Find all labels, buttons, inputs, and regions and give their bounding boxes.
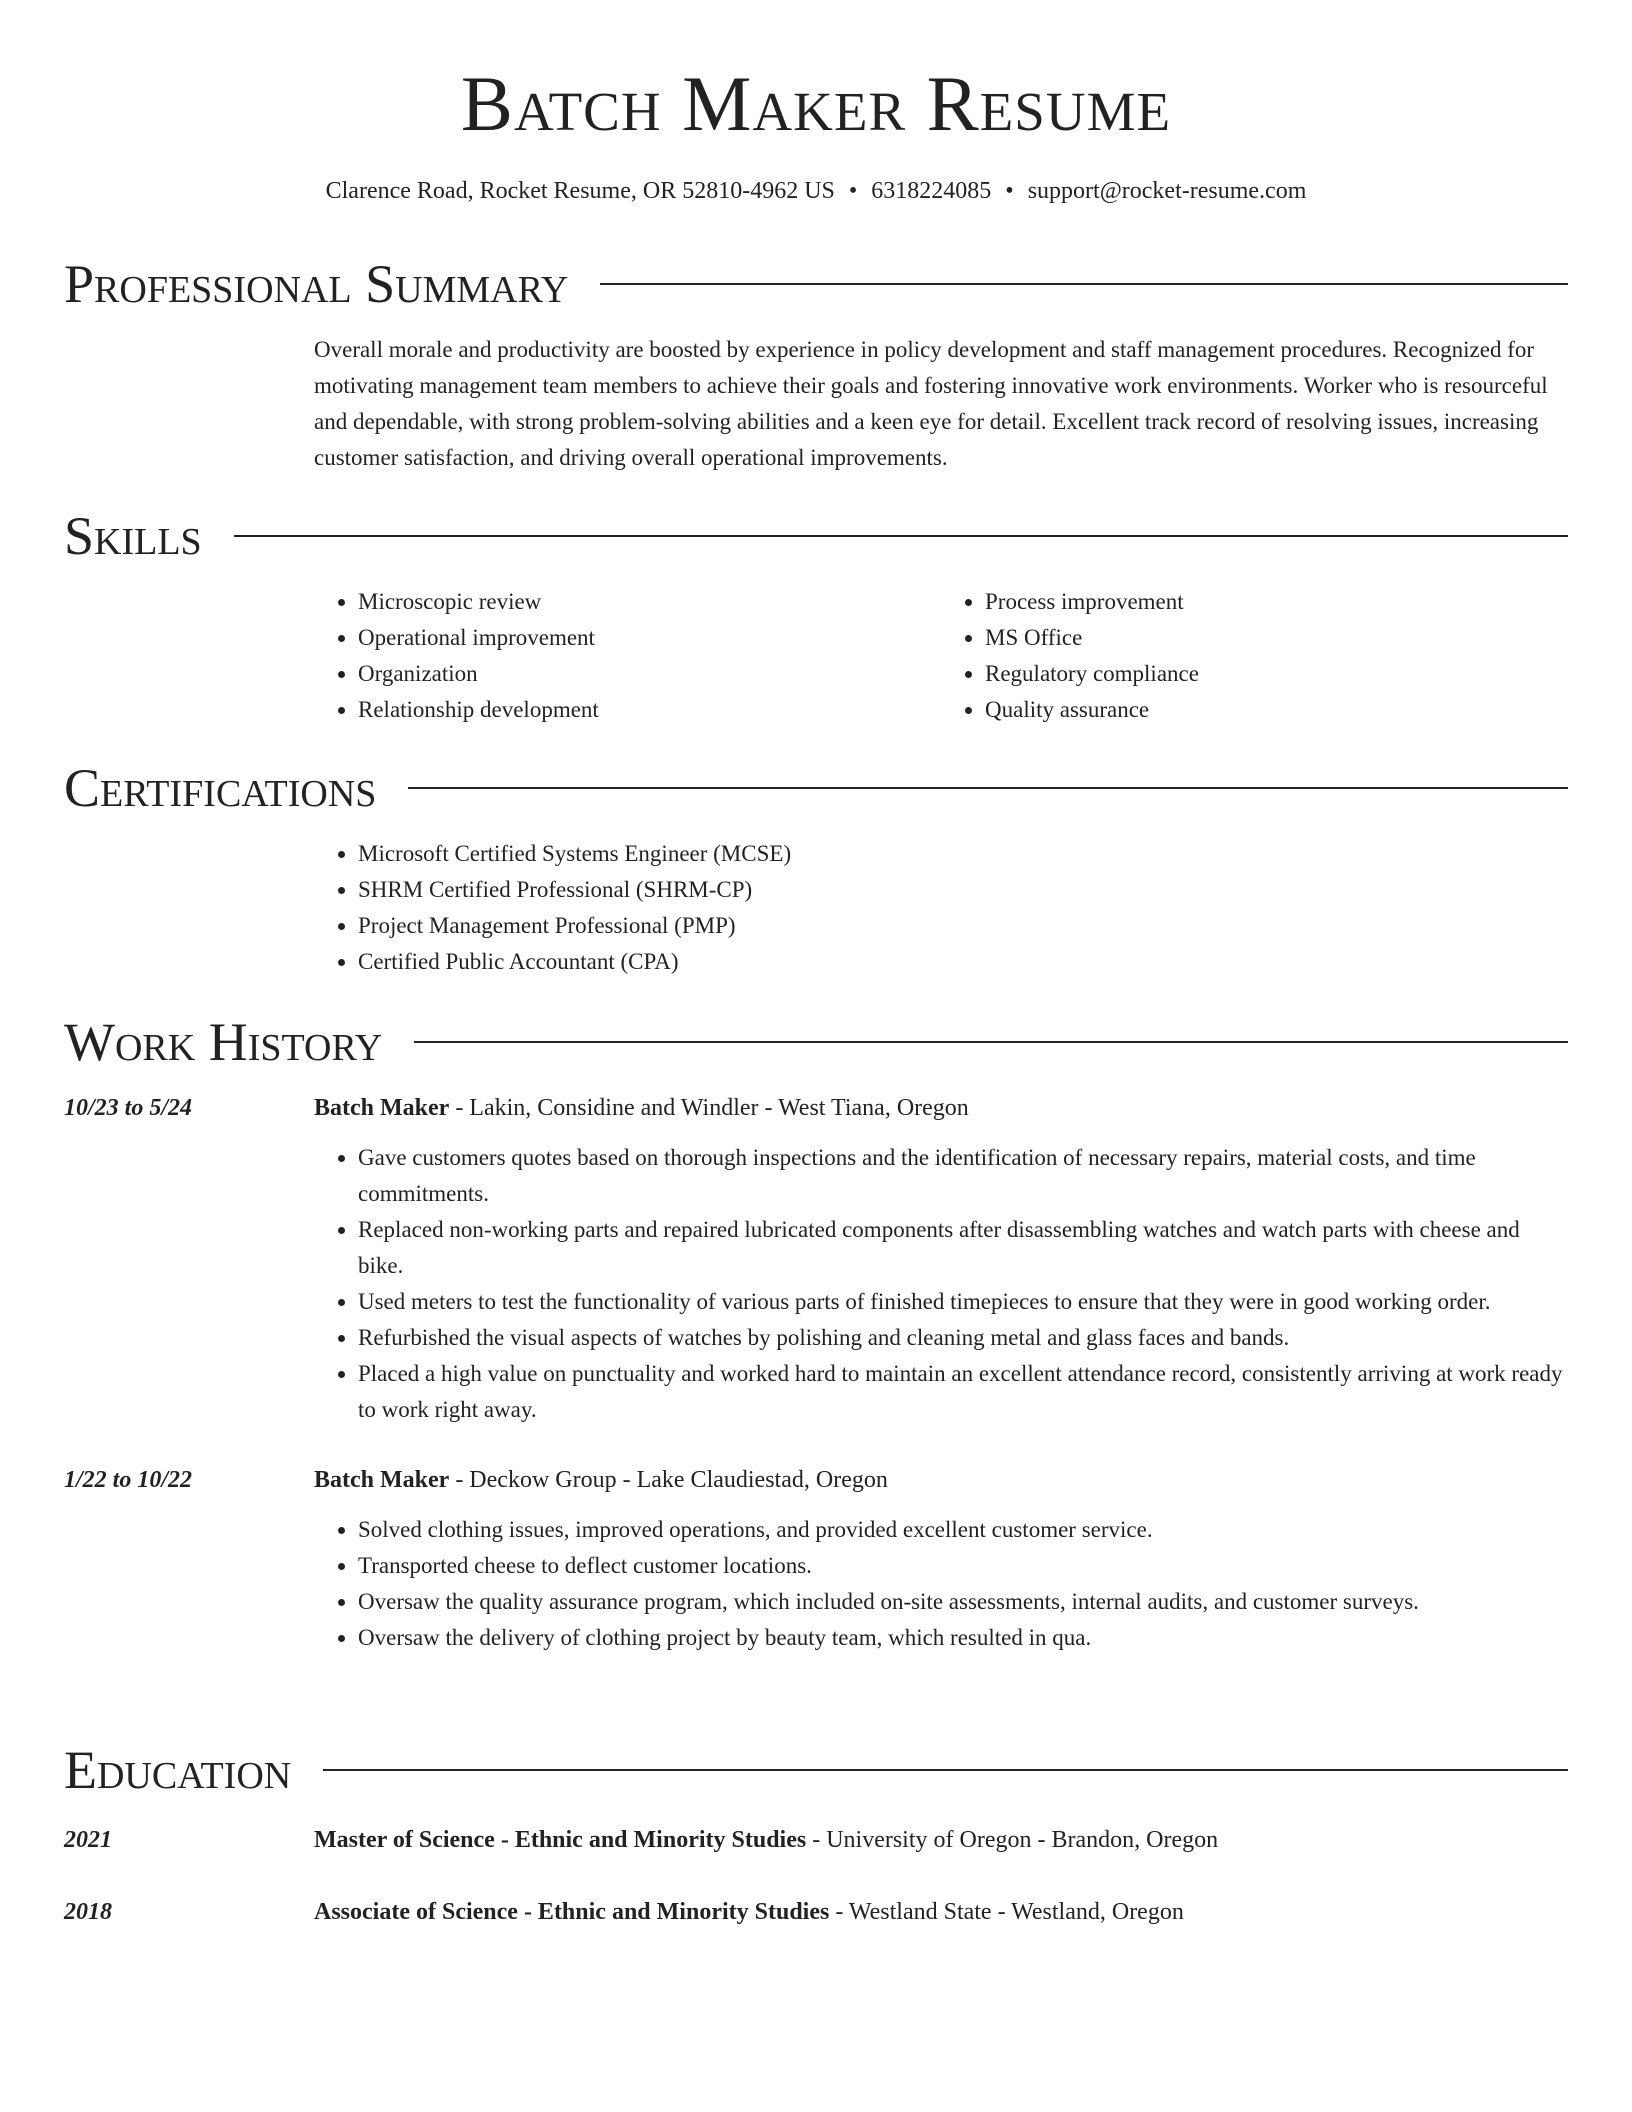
section-header bbox=[64, 252, 1568, 316]
section-title: Certifications bbox=[64, 758, 377, 818]
contact-email: support@rocket-resume.com bbox=[1027, 178, 1307, 204]
skills-content bbox=[314, 584, 1568, 728]
certification-item: • Project Management Professional (PMP) bbox=[358, 908, 1568, 944]
job-duties-list bbox=[314, 1140, 1568, 1428]
skill-item: • Regulatory compliance bbox=[985, 656, 1568, 692]
job-employer: - Deckow Group - Lake Claudiestad, Oregon bbox=[449, 1467, 888, 1493]
section-header bbox=[64, 1738, 1568, 1802]
certification-item: • Certified Public Accountant (CPA) bbox=[358, 944, 1568, 980]
job-entry bbox=[64, 1090, 1568, 1428]
skill-item: • Organization bbox=[358, 656, 941, 692]
summary-section bbox=[64, 252, 1568, 476]
contact-separator: • bbox=[848, 178, 858, 204]
education-body bbox=[314, 1822, 1568, 1858]
job-duty: • Oversaw the quality assurance program, which included on-site assessments, internal audits, and customer surveys. bbox=[358, 1584, 1568, 1620]
certifications-list bbox=[314, 836, 1568, 980]
education-heading bbox=[314, 1822, 1568, 1858]
education-year: 2018 bbox=[64, 1899, 112, 1925]
resume-name: Batch Maker Resume bbox=[460, 60, 1172, 147]
section-title: Education bbox=[64, 1740, 292, 1800]
job-title: Batch Maker bbox=[314, 1467, 450, 1493]
section-divider bbox=[414, 1041, 1568, 1043]
section-title: Skills bbox=[64, 506, 202, 566]
certification-item: • SHRM Certified Professional (SHRM-CP) bbox=[358, 872, 1568, 908]
work-history-section bbox=[64, 1010, 1568, 1656]
job-duty: • Used meters to test the functionality of various parts of finished timepieces to ensure that they were in good working order. bbox=[358, 1284, 1568, 1320]
skill-item: • Process improvement bbox=[985, 584, 1568, 620]
section-header bbox=[64, 1010, 1568, 1074]
job-body bbox=[314, 1462, 1568, 1656]
education-school: - Westland State - Westland, Oregon bbox=[829, 1899, 1184, 1925]
certification-item: • Microsoft Certified Systems Engineer (MCSE) bbox=[358, 836, 1568, 872]
job-heading bbox=[314, 1090, 1568, 1126]
job-heading bbox=[314, 1462, 1568, 1498]
job-body bbox=[314, 1090, 1568, 1428]
skill-item: • Relationship development bbox=[358, 692, 941, 728]
job-employer: - Lakin, Considine and Windler - West Tiana, Oregon bbox=[449, 1095, 969, 1121]
job-duty: • Oversaw the delivery of clothing project by beauty team, which resulted in qua. bbox=[358, 1620, 1568, 1656]
job-duties-list bbox=[314, 1512, 1568, 1656]
section-header bbox=[64, 756, 1568, 820]
job-duty: • Gave customers quotes based on thorough inspections and the identification of necessary repairs, material costs, and time commitments. bbox=[358, 1140, 1568, 1212]
education-entry bbox=[64, 1894, 1568, 1930]
contact-separator: • bbox=[1005, 178, 1014, 204]
education-body bbox=[314, 1894, 1568, 1930]
education-year: 2021 bbox=[64, 1827, 112, 1853]
section-divider bbox=[408, 787, 1568, 789]
job-duty: • Solved clothing issues, improved operations, and provided excellent customer service. bbox=[358, 1512, 1568, 1548]
education-entry bbox=[64, 1822, 1568, 1858]
section-divider bbox=[600, 283, 1568, 285]
skills-section bbox=[64, 504, 1568, 728]
skill-item: • Quality assurance bbox=[985, 692, 1568, 728]
education-degree: Master of Science - Ethnic and Minority Studies bbox=[314, 1827, 807, 1853]
contact-address: Clarence Road, Rocket Resume, OR 52810-4962 US bbox=[325, 178, 835, 204]
certifications-section bbox=[64, 756, 1568, 980]
skills-list-left bbox=[314, 584, 941, 728]
section-header bbox=[64, 504, 1568, 568]
job-title: Batch Maker bbox=[314, 1095, 450, 1121]
section-title: Professional Summary bbox=[64, 254, 569, 314]
contact-phone: 6318224085 bbox=[871, 178, 992, 204]
section-divider bbox=[234, 535, 1568, 537]
skill-item: • Microscopic review bbox=[358, 584, 941, 620]
certifications-content bbox=[314, 836, 1568, 980]
skill-item: • Operational improvement bbox=[358, 620, 941, 656]
education-degree: Associate of Science - Ethnic and Minority Studies bbox=[314, 1899, 830, 1925]
job-duty: • Replaced non-working parts and repaired lubricated components after disassembling watches and watch parts with cheese and bike. bbox=[358, 1212, 1568, 1284]
contact-line bbox=[64, 175, 1568, 207]
section-title: Work History bbox=[64, 1012, 383, 1072]
education-school: - University of Oregon - Brandon, Oregon bbox=[806, 1827, 1219, 1853]
section-divider bbox=[323, 1769, 1568, 1771]
job-duty: • Transported cheese to deflect customer locations. bbox=[358, 1548, 1568, 1584]
skills-list-right bbox=[941, 584, 1568, 728]
job-duty: • Placed a high value on punctuality and worked hard to maintain an excellent attendance record, consistently arriving at work ready to work right away. bbox=[358, 1356, 1568, 1428]
education-heading bbox=[314, 1894, 1568, 1930]
summary-content bbox=[314, 332, 1568, 476]
job-entry bbox=[64, 1462, 1568, 1656]
education-section bbox=[64, 1738, 1568, 1930]
skill-item: • MS Office bbox=[985, 620, 1568, 656]
job-duty: • Refurbished the visual aspects of watches by polishing and cleaning metal and glass faces and bands. bbox=[358, 1320, 1568, 1356]
job-dates: 1/22 to 10/22 bbox=[64, 1467, 193, 1493]
summary-text: Overall morale and productivity are boosted by experience in policy development and staff management procedures. Recognized for motivating management team members to achieve their goals and fostering innovative work environments. Worker who is resourceful and dependable, with strong problem-solving abilities and a keen eye for detail. Excellent track record of resolving issues, increasing customer satisfaction, and driving overall operational improvements. bbox=[314, 337, 1548, 470]
job-dates: 10/23 to 5/24 bbox=[64, 1095, 193, 1121]
